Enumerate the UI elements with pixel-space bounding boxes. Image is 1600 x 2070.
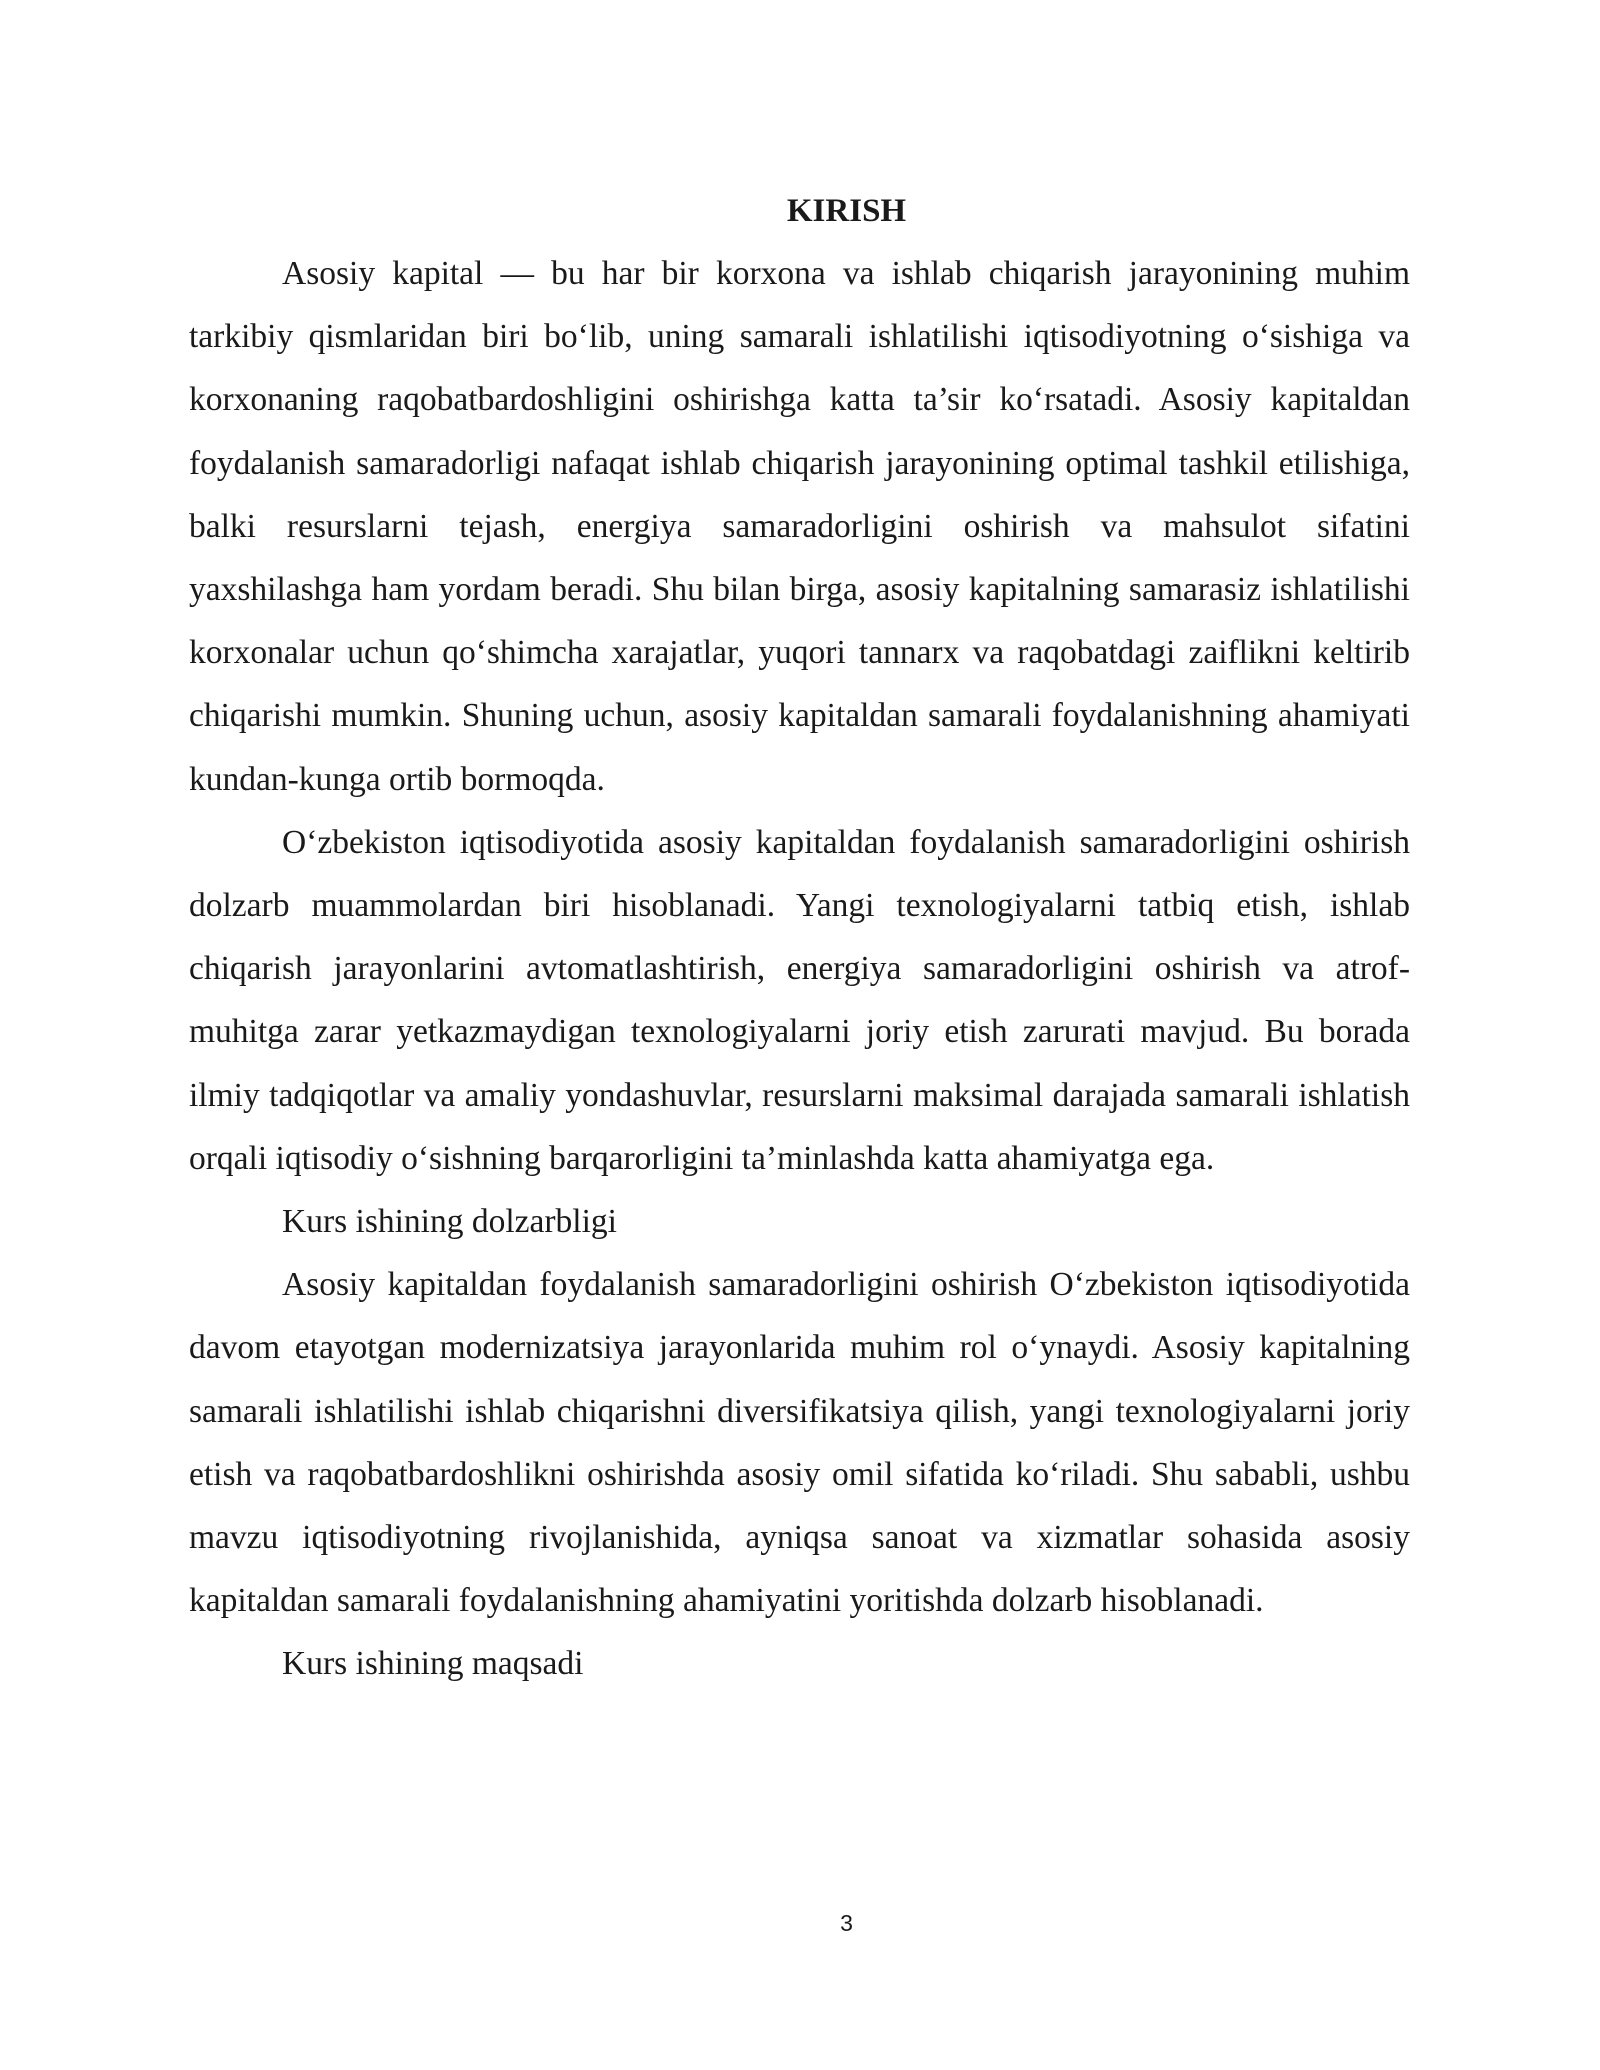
body-text: [189, 242, 1410, 1696]
page-title: KIRISH: [786, 193, 907, 229]
section-heading-relevance: Kurs ishining dolzarbligi: [282, 1203, 617, 1241]
paragraph-relevance: Asosiy kapitaldan foydalanish samaradorligini oshirish O‘zbekiston iqtisodiyotida davom etayotgan modernizatsiya jarayonlarida muhim rol o‘ynaydi. Asosiy kapitalning samarali ishlatilishi ishlab chiqarishni diversifikatsiya qilish, yangi texnologiyalarni joriy etish va raqobatbardoshlikni oshirishda asosiy omil sifatida ko‘riladi. Shu sababli, ushbu mavzu iqtisodiyotning rivojlanishida, ayniqsa sanoat va xizmatlar sohasida asosiy kapitaldan samarali foydalanishning ahamiyatini yoritishda dolzarb hisoblanadi.: [189, 1266, 1410, 1620]
paragraph-intro: Asosiy kapital — bu har bir korxona va ishlab chiqarish jarayonining muhim tarkibiy qismlaridan biri bo‘lib, uning samarali ishlatilishi iqtisodiyotning o‘sishiga va korxonaning raqobatbardoshligini oshirishga katta ta’sir ko‘rsatadi. Asosiy kapitaldan foydalanish samaradorligi nafaqat ishlab chiqarish jarayonining optimal tashkil etilishiga, balki resurslarni tejash, energiya samaradorligini oshirish va mahsulot sifatini yaxshilashga ham yordam beradi. Shu bilan birga, asosiy kapitalning samarasiz ishlatilishi korxonalar uchun qo‘shimcha xarajatlar, yuqori tannarx va raqobatdagi zaiflikni keltirib chiqarishi mumkin. Shuning uchun, asosiy kapitaldan samarali foydalanishning ahamiyati kundan-kunga ortib bormoqda.: [189, 255, 1410, 798]
page-number: 3: [840, 1910, 853, 1936]
section-heading-goal: Kurs ishining maqsadi: [282, 1645, 584, 1683]
paragraph-uzbekistan-economy: O‘zbekiston iqtisodiyotida asosiy kapitaldan foydalanish samaradorligini oshirish dolzarb muammolardan biri hisoblanadi. Yangi texnologiyalarni tatbiq etish, ishlab chiqarish jarayonlarini avtomatlashtirish, energiya samaradorligini oshirish va atrof-muhitga zarar yetkazmaydigan texnologiyalarni joriy etish zarurati mavjud. Bu borada ilmiy tadqiqotlar va amaliy yondashuvlar, resurslarni maksimal darajada samarali ishlatish orqali iqtisodiy o‘sishning barqarorligini ta’minlashda katta ahamiyatga ega.: [189, 823, 1410, 1177]
